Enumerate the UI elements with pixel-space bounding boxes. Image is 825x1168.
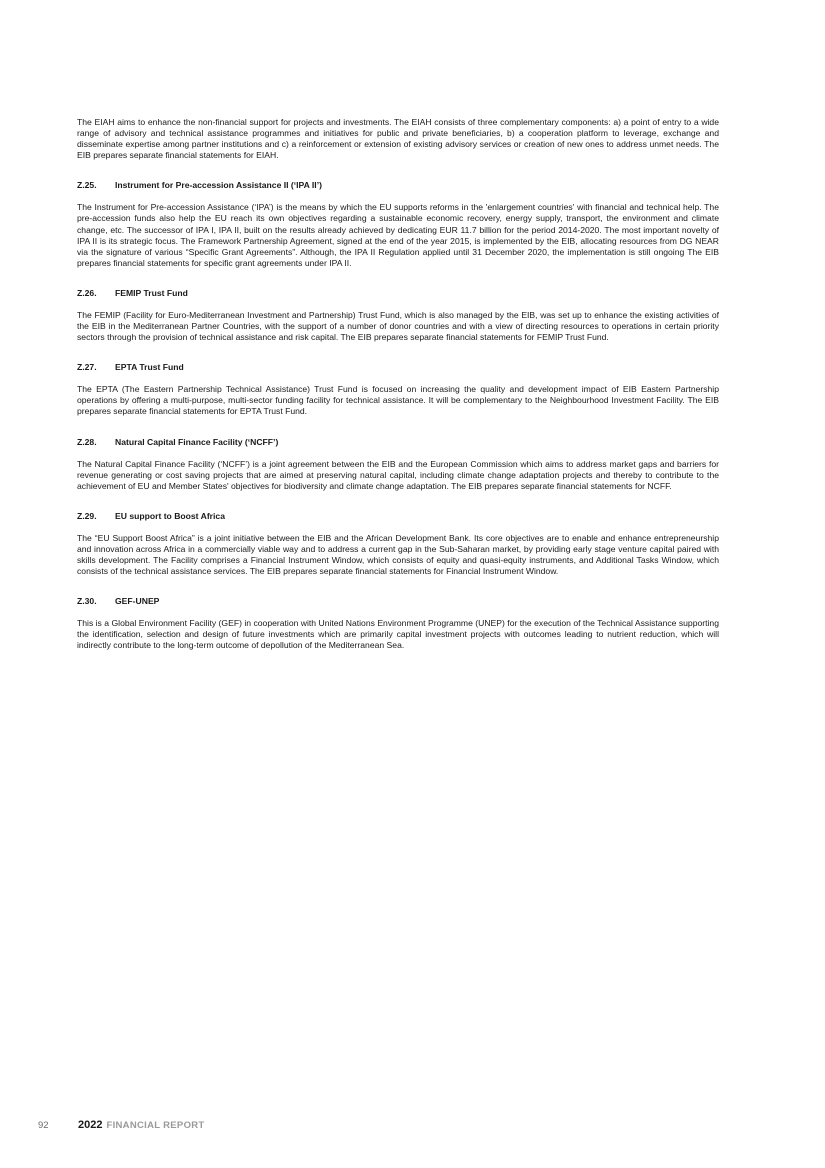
section-title: EU support to Boost Africa bbox=[115, 510, 225, 521]
section-body: The “EU Support Boost Africa” is a joint initiative between the EIB and the African Development Bank. Its core objectives are to enable and enhance entrepreneurship and innovation across Africa in a commercially viable way and to address a current gap in the Sub-Saharan market, by providing early stage venture capital paired with skills development. The Facility comprises a Financial Instrument Window, which consists of equity and quasi-equity instruments, and Additional Tasks Window, which consists of the technical assistance services. The EIB prepares separate financial statements for Financial Instrument Window. bbox=[77, 532, 719, 577]
section-title: EPTA Trust Fund bbox=[115, 362, 184, 373]
section-heading bbox=[77, 511, 719, 522]
section-number: Z.25. bbox=[77, 180, 97, 191]
section-title: FEMIP Trust Fund bbox=[115, 287, 188, 298]
section-z30 bbox=[77, 596, 719, 651]
intro-paragraph: The EIAH aims to enhance the non-financial support for projects and investments. The EIAH consists of three complementary components: a) a point of entry to a wide range of advisory and technical assistance programmes and initiatives for public and private beneficiaries, b) a cooperation platform to leverage, exchange and disseminate expertise among partner institutions and c) a reinforcement or extension of existing advisory services or creation of new ones to address unmet needs. The EIB prepares separate financial statements for EIAH. bbox=[77, 117, 719, 161]
section-body: This is a Global Environment Facility (GEF) in cooperation with United Nations Environment Programme (UNEP) for the execution of the Technical Assistance supporting the identification, selection and design of future investments which are primarily capital investment projects with outcomes leading to nutrient reduction, which will indirectly contribute to the long-term outcome of depollution of the Mediterranean Sea. bbox=[77, 618, 719, 651]
report-year: 2022 bbox=[78, 1119, 103, 1131]
section-title: Natural Capital Finance Facility (‘NCFF’) bbox=[115, 436, 279, 447]
section-number: Z.28. bbox=[77, 436, 97, 447]
section-heading bbox=[77, 362, 719, 373]
report-title: FINANCIAL REPORT bbox=[106, 1119, 205, 1131]
page-content bbox=[77, 117, 719, 651]
section-heading bbox=[77, 180, 719, 191]
page-number: 92 bbox=[38, 1119, 49, 1131]
section-number: Z.29. bbox=[77, 510, 97, 521]
section-body: The Natural Capital Finance Facility (‘NCFF’) is a joint agreement between the EIB and the European Commission which aims to address market gaps and barriers for revenue generating or cost saving projects that are aimed at preserving natural capital, including climate change adaptation projects and thereby to contribute to the achievement of EU and Member States' objectives for biodiversity and climate change adaptation. The EIB prepares separate financial statements for NCFF. bbox=[77, 458, 719, 491]
section-body: The EPTA (The Eastern Partnership Technical Assistance) Trust Fund is focused on increasing the quality and development impact of EIB Eastern Partnership operations by offering a multi-purpose, multi-sector funding facility for technical assistance. It will be complementary to the Neighbourhood Investment Facility. The EIB prepares separate financial statements for EPTA Trust Fund. bbox=[77, 384, 719, 417]
section-heading bbox=[77, 596, 719, 607]
page-footer bbox=[38, 1119, 205, 1131]
section-z29 bbox=[77, 511, 719, 577]
section-title: GEF-UNEP bbox=[115, 596, 160, 607]
section-z26 bbox=[77, 288, 719, 343]
section-body: The FEMIP (Facility for Euro-Mediterranean Investment and Partnership) Trust Fund, which is also managed by the EIB, was set up to enhance the existing activities of the EIB in the Mediterranean Partner Countries, with the support of a number of donor countries and with a view of directing resources to operations in certain priority sectors through the provision of technical assistance and risk capital. The EIB prepares separate financial statements for FEMIP Trust Fund. bbox=[77, 309, 719, 343]
section-heading bbox=[77, 288, 719, 299]
section-z27 bbox=[77, 362, 719, 417]
section-z25 bbox=[77, 180, 719, 269]
section-number: Z.27. bbox=[77, 362, 97, 373]
section-number: Z.30. bbox=[77, 596, 97, 607]
section-number: Z.26. bbox=[77, 287, 97, 298]
section-body: The Instrument for Pre-accession Assistance (‘IPA’) is the means by which the EU supports reforms in the 'enlargement countries' with financial and technical help. The pre-accession funds also help the EU reach its own objectives regarding a sustainable economic recovery, energy supply, transport, the environment and climate change, etc. The successor of IPA I, IPA II, built on the results already achieved by dedicating EUR 11.7 billion for the period 2014-2020. The most important novelty of IPA II is its strategic focus. The Framework Partnership Agreement, signed at the end of the year 2015, is implemented by the EIB, allocating resources from DG NEAR via the signature of various “Specific Grant Agreements”. Although, the IPA II Regulation applied until 31 December 2020, the implementation is still ongoing The EIB prepares financial statements for specific grant agreements under IPA II. bbox=[77, 202, 719, 268]
section-z28 bbox=[77, 437, 719, 492]
section-title: Instrument for Pre-accession Assistance II (‘IPA II’) bbox=[115, 180, 322, 191]
section-heading bbox=[77, 437, 719, 448]
